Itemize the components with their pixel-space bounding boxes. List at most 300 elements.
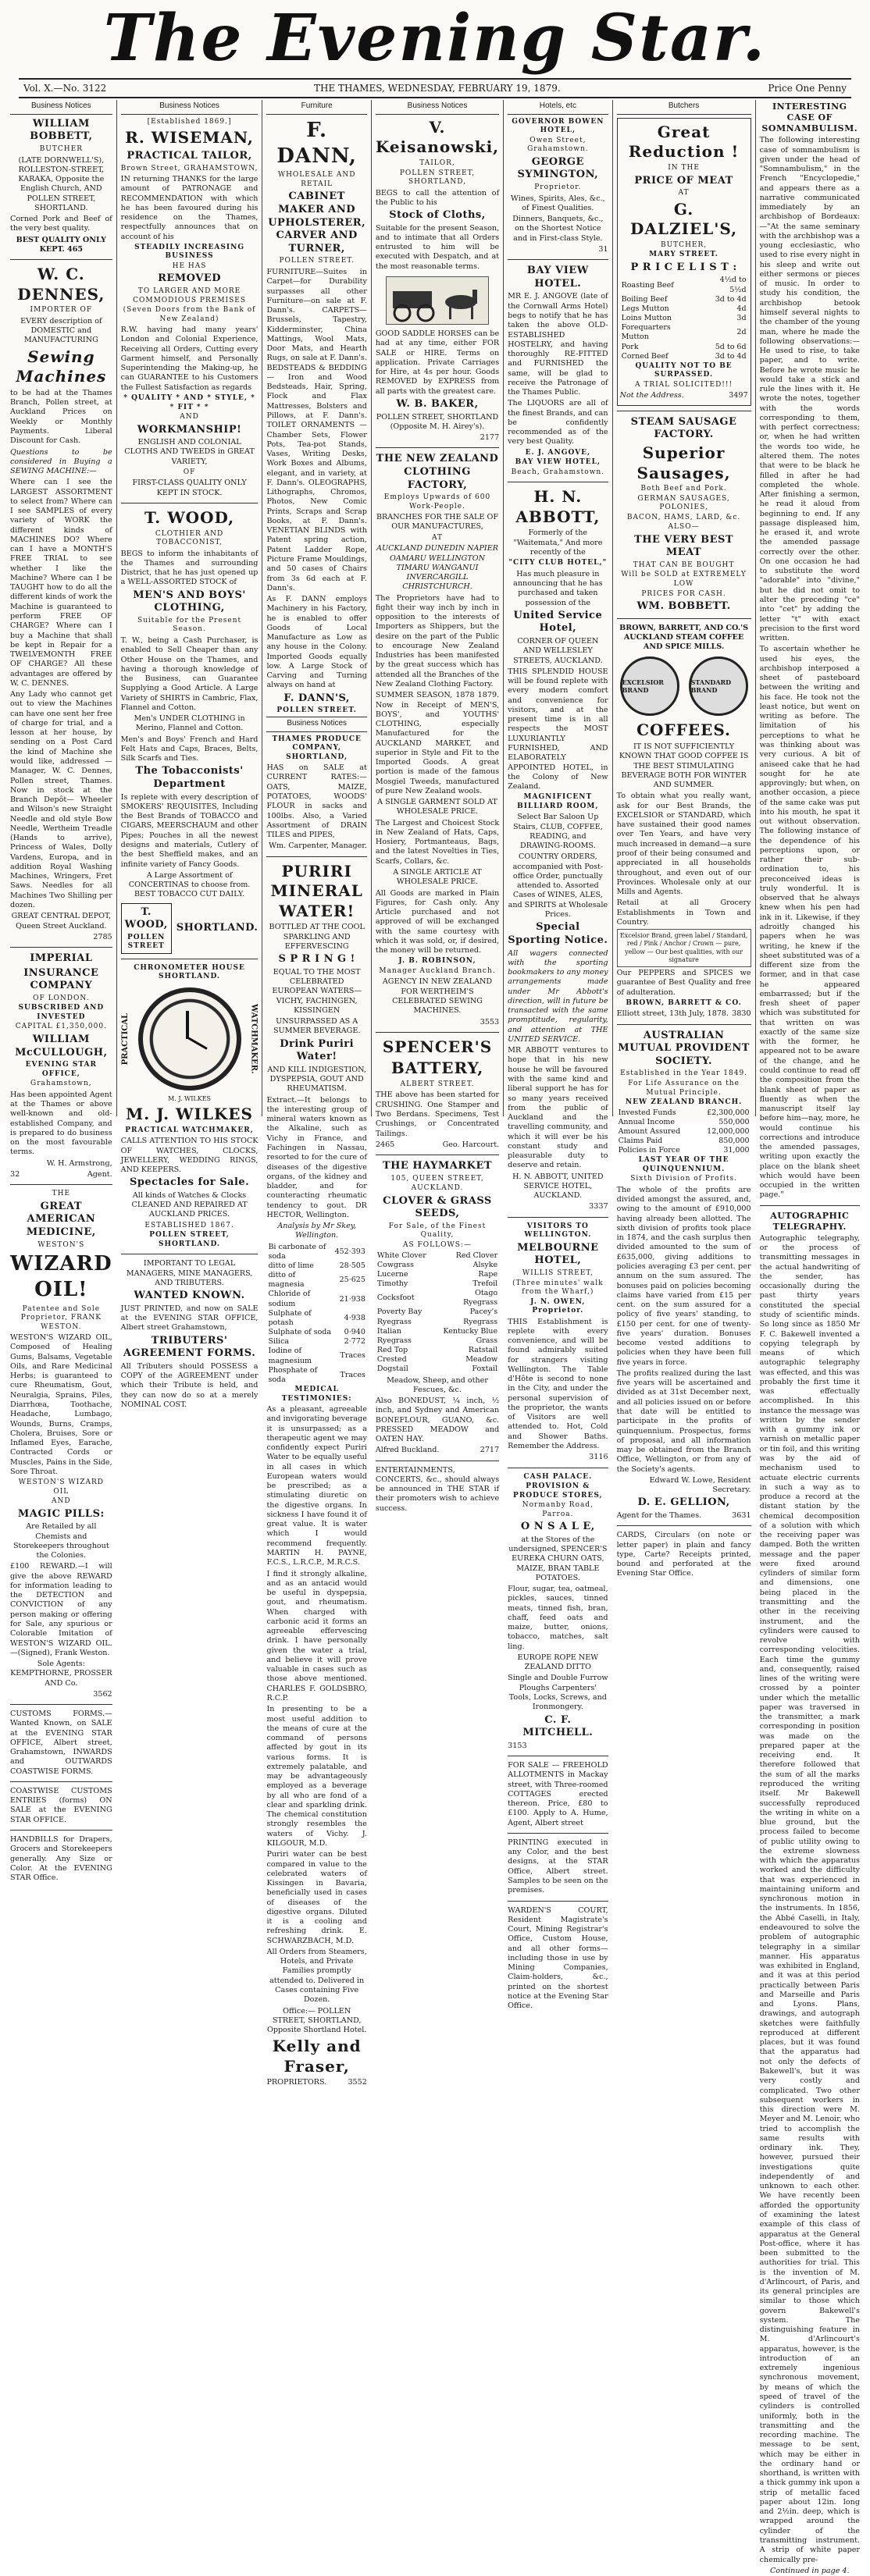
- ad-subheading: STEADILY INCREASING BUSINESS: [134, 243, 245, 261]
- ad-heading: AUSTRALIAN MUTUAL PROVIDENT SOCIETY.: [618, 1029, 750, 1067]
- ad-text: As F. DANN employs Machinery in his Factory, he is enabled to offer Goods of Local Manufacture as Low as any house in the Colony. Imported Goods equally low. A Large Stock of Carving and Turning always on hand at: [266, 595, 367, 690]
- seed-row: [376, 1270, 499, 1279]
- ad-subheading: QUALITY NOT TO BE SURPASSED.: [635, 361, 733, 379]
- ad-heading: GEORGE SYMINGTON,: [517, 155, 599, 181]
- ad-text: Extract.—It belongs to the interesting group of mineral waters known as the Alkaline, such as Vichy in France, and Fachingen in Nassau, resorted to for the cure of diseases of the digestive organs, of the kidney and bladder, and for counteracting rheumatic tendency to gout. DR HECTOR, Wellington.: [266, 1095, 367, 1219]
- ad-text: BROWN, BARRETT, AND CO.'S AUCKLAND STEAM COFFEE AND SPICE MILLS.: [619, 623, 749, 652]
- brand-seals: [617, 653, 751, 719]
- row-label: Boiling Beef: [621, 294, 668, 304]
- ad-number: 3830: [732, 1009, 751, 1019]
- dalziel-ad: [617, 118, 751, 406]
- ad-heading: TRIBUTERS' AGREEMENT FORMS.: [123, 1334, 256, 1360]
- carriage-illustration: [386, 276, 489, 325]
- ad-text: AGENCY IN NEW ZEALAND FOR WERTHEIM'S CELEBRATED SEWING MACHINES.: [382, 977, 493, 1016]
- article-headline: INTERESTING CASE OF SOMNAMBULISM.: [761, 101, 858, 134]
- row-value: Traces: [340, 1351, 365, 1361]
- ad-text: All wagers connected with the sporting bookmakers to any money arrangements made under Mr Abbott's direction, will in future be transacted with the same promptitude, regularity, and attention at THE UNITED SERVICE.: [508, 948, 608, 1044]
- row-label: Crested Dogstail: [376, 1355, 408, 1374]
- ad-text: GOOD SADDLE HORSES can be had at any time, either FOR SALE or HIRE. Terms on application. Private Carriages for Hire, at 4s per hour. Goods REMOVED by EXPRESS from all parts with the greatest care.: [375, 329, 500, 396]
- seed-row: [376, 1289, 499, 1308]
- ad-heading: MEN'S AND BOYS' CLOTHING,: [133, 589, 246, 614]
- row-value: 2d: [736, 328, 747, 337]
- ad-subheading: SUBSCRIBED AND INVESTED: [18, 1004, 105, 1021]
- divider: [10, 1704, 112, 1705]
- ad-heading: Stock of Cloths,: [389, 209, 486, 222]
- ad-text: Where can I see the LARGEST ASSORTMENT to select from? Where can I see SAMPLES of every variety of WORK the different kinds of MACHINES DO? Where can I have a MONTH'S FREE TRIAL to see whether I like the Machine? Where can I be TAUGHT how to do all the different kinds of work the Machine is guaranteed to perform FREE OF CHARGE? Where can I buy a Machine that shall be kept in Repair for a TWELVEMONTH FREE OF CHARGE? All these advantages are offered by W. C. DENNES.: [10, 478, 112, 688]
- ad-subheading: POLLEN STREET, SHORTLAND.: [149, 1231, 230, 1248]
- ad-subheading: Normanby Road, Parroa.: [522, 1501, 594, 1518]
- column-3: [262, 100, 370, 2087]
- seed-row: [376, 1261, 499, 1270]
- row-value: 4d: [736, 304, 747, 313]
- ad-text: Our PEPPERS and SPICES we guarantee of Best Quality and free of adulteration.: [616, 969, 751, 997]
- ad-text: R.W. having had many years' London and Colonial Experience, Receiving all Orders, Cutting every Garment himself, and Personally Superintending the Making-up, he can GUARANTEE to his Customers the Fullest Satisfaction as regards: [120, 326, 259, 392]
- ad-heading: S P R I N G !: [278, 953, 355, 966]
- ad-number: 3116: [589, 1453, 608, 1462]
- ad-heading: WORKMANSHIP!: [137, 423, 242, 436]
- ad-number: 3552: [348, 2078, 367, 2087]
- ad-subheading: POLLEN STREET, SHORTLAND,: [399, 169, 476, 187]
- ad-text: BEGS to inform the inhabitants of the Thames and surrounding District, that he has just opened up a WELL-ASSORTED STOCK of: [120, 549, 259, 587]
- ad-text: THIS SPLENDID HOUSE will be found replete with every modern comfort and convenience for visitors, and at the present time is in all respects the MOST LUXURIANTLY FURNISHED, AND ELABORATELY APPOINTED HOTEL, in the Colony of New Zealand.: [508, 667, 608, 792]
- price-row: [620, 352, 748, 361]
- ad-subheading: Patentee and Sole Proprietor, FRANK WESTON.: [20, 1304, 102, 1331]
- ad-subheading: BUTCHER,: [660, 240, 708, 249]
- ad-text: Not the Address.: [619, 391, 684, 400]
- ad-heading: PRACTICAL TAILOR,: [127, 149, 252, 162]
- ad-subheading: AS FOLLOWS:—: [403, 1241, 472, 1249]
- row-label: Loins Mutton: [621, 314, 672, 323]
- divider: [10, 947, 112, 948]
- ad-subheading: Both Beef and Pork.: [640, 485, 727, 493]
- ad-subheading: AND: [180, 413, 199, 422]
- ad-subheading: BAY VIEW HOTEL,: [515, 458, 601, 467]
- price-row: [620, 343, 748, 352]
- watch-illustration: [121, 983, 259, 1095]
- ad-text: BEST QUALITY ONLY KEPT. 465: [16, 235, 107, 254]
- ad-heading: MELBOURNE HOTEL,: [517, 1241, 599, 1267]
- ad-signature: PROPRIETORS.: [266, 2078, 327, 2087]
- divider: [508, 259, 608, 260]
- ad-text: Men's and Boys' French and Hard Felt Hats and Caps, Braces, Belts, Silk Scarfs and Ties.: [120, 735, 259, 763]
- ad-heading: F. DANN'S,: [283, 692, 350, 704]
- ad-heading: O N S A L E,: [520, 1521, 595, 1533]
- ad-subheading: OF LONDON.: [33, 994, 90, 1002]
- ad-number: 2465: [375, 1140, 395, 1149]
- ad-text: Men's UNDER CLOTHING in Merino, Flannel and Cotton.: [134, 714, 245, 733]
- ad-subheading: THE: [52, 1190, 71, 1198]
- ad-heading: GREAT AMERICAN MEDICINE,: [26, 1200, 96, 1238]
- ad-heading: W. B. BAKER,: [396, 397, 479, 410]
- ad-heading: THE VERY BEST MEAT: [634, 533, 734, 559]
- ad-subheading: CHRONOMETER HOUSE SHORTLAND.: [134, 963, 245, 981]
- ad-text: at the Stores of the undersigned, SPENCER'S EUREKA CHURN OATS, MAIZE, BRAN TABLE POTATOES.: [508, 1535, 608, 1582]
- wood-logo: [121, 903, 259, 954]
- ad-heading: CLOVER & GRASS SEEDS,: [383, 1194, 492, 1220]
- ad-text: WATCHMAKER.: [249, 1004, 259, 1074]
- price-row: [620, 314, 748, 323]
- ad-text: GREAT CENTRAL DEPOT, Queen Street Auckland.: [11, 912, 112, 930]
- ad-text: A Large Assortment of CONCERTINAS to choose from. BEST TOBACCO CUT DAILY.: [128, 870, 251, 899]
- ad-text: SUMMER SEASON, 1878 1879. Now in Receipt of MEN'S, BOYS', and YOUTHS' CLOTHING, especially Manufactured for the AUCKLAND MARKET, and superior in Style and Fit to the Imported Goods. A great portion is made of the famous Mosgiel Tweeds, manufactured of pure New Zealand wools.: [375, 691, 500, 795]
- ad-number: 3562: [93, 1689, 112, 1699]
- ad-subheading: ALBERT STREET.: [400, 1080, 475, 1088]
- ad-heading: REMOVED: [158, 272, 222, 285]
- section-header: Hotels, etc: [508, 100, 608, 115]
- ad-heading: SPENCER'S: [382, 1037, 493, 1056]
- ad-heading: T. WOOD,: [144, 508, 235, 528]
- ad-subheading: MEDICAL TESTIMONIES:: [281, 1386, 352, 1403]
- ad-subheading: NEW ZEALAND BRANCH.: [625, 1098, 743, 1107]
- ad-text: All kinds of Watches & Clocks CLEANED AND REPAIRED AT AUCKLAND PRICES.: [131, 1190, 248, 1219]
- ad-text: CALLS ATTENTION TO HIS STOCK OF WATCHES, CLOCKS, JEWELLERY, WEDDING RINGS, AND KEEPERS.: [120, 1137, 259, 1175]
- analysis-row: [266, 1366, 366, 1385]
- row-value: Ratstail: [468, 1346, 498, 1355]
- row-label: Annual Income: [618, 1117, 676, 1126]
- ad-subheading: * QUALITY * AND * STYLE, * * FIT * *: [123, 394, 255, 411]
- ad-heading: IMPERIAL: [30, 952, 93, 965]
- ad-subheading: For Life Assurance on the Mutual Principle.: [628, 1080, 740, 1097]
- ad-text: All Tributers should POSSESS a COPY of the AGREEMENT under which their Tribute is held, and they can now do so at a merely NOMINAL COST.: [120, 1361, 259, 1409]
- ad-text: PRACTICAL: [120, 1012, 130, 1066]
- ad-text: HAS on SALE at CURRENT RATES:— OATS, MAIZE, POTATOES, WOODS' FLOUR in sacks and 100lbs. Also, a Varied Assortment of DRAIN TILES and PIPES,: [266, 763, 367, 840]
- ad-heading: G. DALZIEL'S,: [630, 199, 738, 239]
- analysis-table: [266, 1243, 366, 1385]
- ad-text: AUCKLAND DUNEDIN NAPIER OAMARU WELLINGTON TIMARU WANGANUI INVERCARGILL CHRISTCHURCH.: [376, 544, 498, 592]
- section-header: Furniture: [266, 100, 366, 115]
- ad-heading: WANTED KNOWN.: [134, 1290, 245, 1302]
- analysis-row: [266, 1243, 366, 1261]
- ad-subheading: Will be SOLD at EXTREMELY LOW: [621, 571, 747, 588]
- ad-text: Select Bar Saloon Up Stairs, CLUB, COFFEE, READING, and DRAWING-ROOMS.: [512, 813, 603, 851]
- row-label: Phosphate of soda: [268, 1365, 318, 1384]
- ad-signature: W. H. Armstrong,: [46, 1158, 112, 1168]
- pocket-watch-icon: [138, 987, 241, 1091]
- ad-signature: Geo. Harcourt.: [442, 1140, 500, 1149]
- ad-subheading: ESTABLISHED 1867.: [144, 1221, 234, 1229]
- ad-subheading: AT: [678, 189, 690, 197]
- ad-subheading: HE HAS: [172, 262, 207, 270]
- row-value: 550,000: [718, 1117, 750, 1126]
- seed-row: [376, 1346, 499, 1355]
- ad-text: Has been appointed Agent at the Thames or above well-known and old-established Company, and is prepared to do business on the most favourable terms.: [10, 1090, 112, 1157]
- ad-text: PRINTING executed in any Color, and the best designs, at the STAR Office, Albert street. Samples to be seen on the premises.: [508, 1838, 608, 1895]
- ad-subheading: A TRIAL SOLICITED!!!: [634, 380, 733, 389]
- ad-text: ENGLISH AND COLONIAL CLOTHS AND TWEEDS in GREAT VARIETY,: [124, 438, 255, 466]
- ad-text: T. W., being a Cash Purchaser, is enabled to Sell Cheaper than any Other House on the Thames, and having a thorough knowledge of the Business, can Guarantee Supplying a Good Article. A Large Variety of SHIRTS in Cambric, Flax, Flannel and Cotton.: [120, 635, 259, 712]
- ad-subheading: THAT CAN BE BOUGHT: [633, 560, 735, 569]
- divider: [376, 1032, 499, 1033]
- ad-text: Analysis by Mr Skey, Wellington.: [277, 1222, 356, 1240]
- ad-text: Is replete with every description of SMOKERS' REQUISITES, Including the Best Brands of TOBACCO and CIGARS, MEERSCHAUM and other Pipes; Pouches in all the newest designs and materials, Cutlery of the best Sheffield makes, and an infinite variety of Fancy Goods.: [120, 792, 259, 869]
- ad-heading: H. N. ABBOTT,: [515, 487, 601, 526]
- ad-subheading: Employs Upwards of 600 Work-People.: [383, 493, 491, 511]
- ad-subheading: 105, QUEEN STREET,: [390, 1174, 484, 1183]
- analysis-row: [266, 1309, 366, 1328]
- row-value: 4·938: [344, 1313, 365, 1322]
- ad-text: The Largest and Choicest Stock in New Zealand of Hats, Caps, Hosiery, Portmanteaus, Bags, and the latest Novelties in Ties, Scarfs, Collars, &c.: [375, 818, 500, 866]
- ad-heading: F. DANN,: [276, 118, 357, 169]
- ad-heading: Special Sporting Notice.: [508, 921, 608, 946]
- ad-subheading: POLLEN STREET.: [279, 257, 355, 265]
- seed-row: [376, 1308, 499, 1326]
- column-2: [116, 100, 262, 1409]
- figure-row: [617, 1118, 751, 1127]
- figure-row: [617, 1108, 751, 1118]
- ad-subheading: AND: [52, 1497, 71, 1506]
- ad-subheading: BUTCHER: [39, 145, 83, 154]
- ad-subheading: Beach, Grahamstown.: [511, 468, 605, 476]
- ad-number: 2785: [93, 932, 112, 941]
- ad-subheading: BROWN, BARRETT & CO.: [626, 998, 742, 1007]
- row-value: Rape: [478, 1269, 498, 1279]
- row-label: Red Top: [376, 1346, 408, 1355]
- ad-text: FURNITURE—Suites in Carpet—for Durability surpasses all other Furniture—on sale at F. Dann's. CARPETS—Brussels, Tapestry, Kidderminster, China Mattings, Wool Mats, Door Mats, and Hearth Rugs, on sale at F. Dann's. BEDSTEADS & BEDDING — Iron and Wood Bedsteads, Hair, Spring, Flock and Flax Mattresses, Bolsters and Pillows, at F. Dann's. TOILET ORNAMENTS — Chamber Sets, Flower Pots, Tea-pot Stands, Vases, Writing Desks, Work Boxes and Albums, elegant, and in variety, at F. Dann's. OLEOGRAPHS, Lithographs, Chromos, Photos, New Comic Prints, Scraps and Scrap Books, at F. Dann's. VENETIAN BLINDS with Patent spring action, Patent Ladder Rope, Picture Frame Mouldings, and 50 cases of Chairs from 3s 6d each at F. Dann's.: [266, 268, 367, 592]
- row-value: 25·625: [339, 1276, 365, 1285]
- ad-subheading: Sixth Division of Profits.: [630, 1175, 737, 1183]
- ad-text: All Goods are marked in Plain Figures, for Cash only. Any Article purchased and not approved of will be exchanged with the same courtesy with which it was sold, or, if desired, the money will be returned.: [375, 888, 500, 955]
- ad-text: THE above has been started for CRUSHING. One Stamper and Two Berdans. Specimens, Test Crushings, or Concentrated Tailings.: [375, 1091, 500, 1138]
- ad-heading: Drink Puriri Water!: [280, 1037, 355, 1063]
- ad-subheading: Proprietor.: [534, 183, 582, 192]
- ad-subheading: PRICES FOR CASH.: [641, 589, 726, 598]
- ad-heading: D. E. GELLION,: [637, 1496, 730, 1509]
- seeds-table: [376, 1251, 499, 1375]
- divider: [266, 856, 366, 857]
- divider: [617, 1024, 751, 1025]
- ad-subheading: AUCKLAND.: [411, 1184, 464, 1193]
- ad-heading: THE HAYMARKET: [382, 1160, 493, 1172]
- divider: [508, 1217, 608, 1218]
- column-6: [612, 100, 755, 1578]
- ad-heading: Superior Sausages,: [636, 443, 731, 482]
- ad-heading: COFFEES.: [636, 720, 732, 740]
- ad-text: Elliott street, 13th July, 1878.: [616, 1009, 729, 1019]
- ad-text: Are Retailed by all Chemists and Storekeepers throughout the Colonies.: [12, 1522, 109, 1560]
- ad-text: All Orders from Steamers, Hotels, and Private Families promptly attended to. Delivered in Cases containing Five Dozen.: [266, 1947, 367, 2005]
- figure-row: [617, 1127, 751, 1137]
- analysis-row: [266, 1328, 366, 1337]
- ad-text: Flour, sugar, tea, oatmeal, pickles, sauces, tinned meats, tinned fish, bran, chaff, feed oats and maize, butter, onions, tobacco, matches, salt ling.: [508, 1585, 608, 1651]
- ad-signature: Alfred Buckland.: [375, 1446, 440, 1455]
- ad-heading: Spectacles for Sale.: [129, 1176, 250, 1189]
- ad-subheading: Established in the Year 1849.: [620, 1069, 748, 1078]
- seed-row: [376, 1327, 499, 1346]
- ad-subheading: CAPITAL £1,350,000.: [15, 1023, 107, 1031]
- ad-text: EQUAL TO THE MOST CELEBRATED EUROPEAN WATERS— VICHY, FACHINGEN, KISSINGEN: [272, 967, 362, 1015]
- ad-subheading: Owen Street, Grahamstown.: [527, 136, 589, 154]
- divider: [10, 1184, 112, 1185]
- price-row: [620, 295, 748, 304]
- row-value: Traces: [340, 1370, 365, 1379]
- dateline: [19, 78, 851, 98]
- row-label: Forequarters Mutton: [621, 323, 671, 342]
- ad-subheading: E. J. ANGOVE,: [525, 448, 591, 457]
- ad-subheading: AT: [432, 533, 444, 542]
- divider: [508, 1833, 608, 1834]
- ad-number: 3153: [508, 1741, 527, 1750]
- ad-text: MR E. J. ANGOVE (late of the Cornwall Arms Hotel) begs to notify that he has taken the above OLD-ESTABLISHED HOSTELRY, and having thoroughly RE-FITTED and FURNISHED the same, will be glad to receive the Patronage of the Thames Public.: [508, 292, 608, 397]
- ad-text: AND KILL INDIGESTION, DYSPEPSIA, GOUT AND RHEUMATISM.: [267, 1065, 366, 1094]
- section-header: Business Notices: [121, 100, 259, 115]
- price: Price One Penny: [768, 83, 847, 94]
- ad-heading: C. F. MITCHELL.: [522, 1713, 594, 1739]
- row-label: Chloride of sodium: [268, 1290, 311, 1308]
- ad-text: Questions to be considered in Buying a SEWING MACHINE:—: [10, 447, 112, 476]
- ad-heading: Sewing Machines: [16, 347, 107, 386]
- ad-subheading: GERMAN SAUSAGES, POLONIES,: [637, 494, 730, 512]
- ad-subheading: For Sale, of the Finest Quality,: [388, 1222, 487, 1240]
- ad-text: H. N. ABBOTT, UNITED SERVICE HOTEL, AUCKLAND.: [512, 1172, 604, 1201]
- ad-text: Sole Agents: KEMPTHORNE, PROSSER AND Co.: [10, 1660, 112, 1688]
- masthead: [0, 0, 870, 76]
- amp-figures-table: [617, 1108, 751, 1156]
- ad-text: Wines, Spirits, Ales, &c., of Finest Qualities.: [511, 194, 605, 212]
- column-1: [6, 100, 116, 1883]
- row-label: Legs Mutton: [621, 304, 669, 313]
- divider: [10, 1830, 112, 1831]
- ad-text: Corned Pork and Beef of the very best quality.: [10, 215, 112, 233]
- price-row: [620, 323, 748, 342]
- ad-heading: PRICE OF MEAT: [634, 174, 733, 187]
- continued-note: Continued in page 4.: [769, 2566, 850, 2575]
- ad-number: 2717: [480, 1446, 500, 1455]
- ad-heading: MAGIC PILLS:: [17, 1507, 105, 1520]
- section-header: Business Notices: [10, 100, 112, 115]
- ad-subheading: LAST YEAR OF THE QUINQUENNIUM.: [638, 1156, 729, 1173]
- ad-text: The whole of the profits are divided amongst the assured, and, owing to the amount of £910,000 having already been allotted. The sixth division of profits took place in 1874, and the cash surplus then divided amounted to the sum of £635,000, giving additions to policies averaging £3 per cent. per annum on the sum assured. The bonuses paid on policies becoming claims have varied from £15 per cent. on the sum assured for a policy of five years' standing, to £150 per cent. for one of twenty-five years' duration. Bonuses become vested additions to policies when they have been full five years in force.: [616, 1185, 751, 1367]
- ad-text: COUNTRY ORDERS, accompanied with Post-office Order, punctually attended to. Assorted Cases of WINES, ALES, and SPIRITS at Wholesale Prices.: [508, 852, 608, 920]
- column-7: [755, 100, 864, 2575]
- ad-number: 31: [598, 244, 608, 254]
- row-value: 28·505: [339, 1261, 365, 1270]
- excelsior-seal-icon: EXCELSIOR BRAND: [620, 656, 679, 716]
- section-header: Business Notices: [376, 100, 499, 115]
- article-paragraph: To ascertain whether he used his eyes, the archbishop interposed a sheet of pasteboard between the writing and his face. He took not the least notice, but went on writing as before. The limitation of his perceptions to what he was thinking about was very curious. A bit of aniseed cake that he had sought for he ate approvingly; but when, on another occasion, a piece of the same cake was put into his mouth, he spat it out without observation. The following instance of the dependence of his perceptions upon, or rather their sub-ordination to, his preconceived ideas is truly wonderful. It is observed that he always knew when his pen had ink in it. Likewise, if they adroitly changed his papers when he was writing, he knew if the sheet substituted was of a different size from the former, and in that case he appeared embarrassed; but if the fresh sheet of paper which was substituted for that written on was exactly of the same size with the former, he appeared not to be aware of the change, and he could continue to read off the composition from the blank sheet of paper as fluently as when the manuscript itself lay before him—nay, more, he would continue his corrections and introduce the amended passages, writing upon exactly the place on the blank sheet which would have been occupied in the written page.": [759, 645, 860, 1200]
- ad-text: Suitable for the present Season, and to intimate that all Orders entrusted to him will be executed with Despatch, and at the most reasonable terms.: [375, 223, 500, 271]
- ad-text: In presenting to be a most useful addition to the means of cure at the command of persons affected by gout in its various forms. It is extremely palatable, and may be advantageously employed as a beverage by all who are fond of a clear and sparkling drink. The chemical constitution strongly resembles the waters of Vichy. J. KILGOUR, M.D.: [266, 1705, 367, 1848]
- seed-row: [376, 1279, 499, 1289]
- ad-heading: T. WOOD,: [124, 906, 168, 931]
- ad-heading: V. Keisanowski,: [375, 117, 500, 157]
- ad-subheading: WESTON'S: [37, 1240, 85, 1249]
- analysis-row: [266, 1347, 366, 1365]
- section-header: Business Notices: [266, 717, 366, 732]
- row-value: Red Clover: [455, 1251, 498, 1260]
- row-label: Invested Funds: [618, 1108, 676, 1117]
- ad-subheading: MAGNIFICENT BILLIARD ROOM,: [517, 793, 599, 810]
- row-value: Alsyke: [472, 1260, 498, 1269]
- ad-signature: Agent.: [87, 1169, 112, 1179]
- ad-subheading: IN THE: [668, 163, 700, 172]
- ad-number: 2177: [480, 433, 500, 443]
- ad-subheading: EVENING STAR OFFICE,: [25, 1061, 98, 1078]
- divider: [760, 1205, 860, 1206]
- analysis-row: [266, 1290, 366, 1308]
- ad-text: A SINGLE GARMENT SOLD AT WHOLESALE PRICE.: [377, 798, 497, 817]
- ad-text: Has much pleasure in announcing that he has purchased and taken possession of the: [513, 569, 603, 607]
- row-label: Claims Paid: [618, 1137, 663, 1146]
- row-label: ditto of magnesia: [268, 1271, 305, 1290]
- ad-heading: P R I C E L I S T :: [630, 261, 737, 273]
- row-label: Italian Ryegrass: [376, 1326, 412, 1345]
- ad-subheading: WHOLESALE AND RETAIL: [277, 171, 356, 188]
- ad-text: A SINGLE ARTICLE AT WHOLESALE PRICE.: [393, 868, 482, 887]
- ad-heading: WM. BOBBETT.: [636, 600, 731, 613]
- ad-subheading: MARY STREET.: [649, 251, 718, 259]
- ad-subheading: PRACTICAL WATCHMAKER,: [125, 1126, 254, 1134]
- row-label: Roasting Beef: [621, 280, 674, 290]
- ad-number: 3553: [480, 1017, 500, 1026]
- ad-heading: WILLIAM BOBBETT,: [30, 117, 93, 143]
- ad-text: As a pleasant, agreeable and invigorating beverage it is unsurpassed; as a therapeutic agent we may confidently expect Puriri Water to be equally useful in all cases in which European waters would be prescribed; as a stimulating diuretic on the digestive organs. In sickness I have found it of great value. It is water which I would recommend frequently. MARTIN H. PAYNE, F.C.S., L.R.C.P., M.R.C.S.: [266, 1405, 367, 1567]
- ad-subheading: Brown Street, GRAHAMSTOWN,: [120, 164, 259, 173]
- ad-subheading: TAILOR,: [419, 158, 455, 167]
- row-label: Timothy: [376, 1279, 408, 1288]
- article-paragraph: The following interesting case of somnambulism is given under the head of "Somnambulism," in the French "Encyclopedie," and appears there as a narrative communicated immediately by an archbishop of Bordeaux:—"At the same seminary with the archbishop was a young ecclesiastic, who used to rise every night in his sleep and write out either sermons or pieces of music. In order to study his condition, the archbishop betook himself several nights to the chamber of the young man, where he made the following observations:—He used to rise, to take paper, and to write. Before he wrote music he would take a stick and rule the lines with it. He wrote the notes, together with the words corresponding to them, with perfect correctness; or, when he had written the words too wide, he altered them. The notes that were to be black he filled in after he had completed the whole. After finishing a sermon, he read it aloud from beginning to end. If any passage displeased him, he erased it, and wrote the amended passage correctly over the other. On one occasion he had to substitute the word "adorable" into "divine," but he did not omit to alter the preceding "ce" into "cet" by adding the letter "t" with exact precision to the first word written.: [759, 136, 860, 643]
- ad-text: JUST PRINTED, and now on SALE at the EVENING STAR OFFICE, Albert street Grahamstown,: [120, 1304, 259, 1332]
- ad-text: The profits realized during the last five years will be ascertained and divided as at 31st December next, and all policies issued on or before that date will be entitled to participate in the profits of quinquennium. Prospectus, forms of proposal, and all information may be obtained from the Branch Office, Wellington, or from any of the Society's agents.: [616, 1368, 751, 1474]
- ad-subheading: J. N. OWEN, Proprietor.: [530, 1297, 586, 1315]
- ad-subheading: PROVISION & PRODUCE STORES,: [513, 1482, 603, 1500]
- ad-text: CARDS, Circulars (on note or letter paper) in plain and fancy type, Carte? Receipts printed, bound and perforated at the Evening Star Office.: [616, 1531, 751, 1578]
- volume-number: Vol. X.—No. 3122: [23, 83, 107, 94]
- ad-text: CUSTOMS FORMS.—Wanted Known, on SALE at the EVENING STAR OFFICE, Albert street, Grahamstown, INWARDS and OUTWARDS COASTWISE FORMS.: [10, 1710, 112, 1776]
- analysis-row: [266, 1261, 366, 1271]
- ad-text: Retail at all Grocery Establishments in Town and Country.: [616, 898, 751, 927]
- ad-heading: INSURANCE COMPANY: [23, 966, 99, 992]
- ad-subheading: VISITORS TO WELLINGTON.: [524, 1222, 592, 1240]
- row-value: Otago Ryegrass: [463, 1289, 498, 1308]
- ad-subheading: BACON, HAMS, LARD, &c.: [626, 513, 741, 521]
- row-label: Cowgrass: [376, 1260, 415, 1269]
- ad-text: Also BONEDUST, ¼ inch, ½ inch, and Sydney and American BONEFLOUR, GUANO, &c. PRESSED MEADOW and OATEN HAY.: [375, 1397, 500, 1444]
- ad-text: MR ABBOTT ventures to hope that in his new house he will be favoured with the same kind and liberal support he has for so many years received from the public of Auckland and the travelling community, and which it will ever be his constant study and pleasurable duty to deserve and retain.: [508, 1046, 608, 1170]
- ad-subheading: (Seven Doors from the Bank of New Zealand): [123, 306, 256, 323]
- ad-heading: R. WISEMAN,: [125, 128, 254, 148]
- ad-text: EVERY description of DOMESTIC and MANUFACTURING: [20, 316, 102, 345]
- ad-subheading: [Established 1869.]: [147, 117, 232, 126]
- ad-text: Single and Double Furrow Ploughs Carpenters' Tools, Locks, Screws, and Ironmongery.: [508, 1674, 608, 1712]
- ad-heading: STEAM SAUSAGE FACTORY.: [630, 415, 737, 441]
- ad-text: IN returning THANKS for the large amount of PATRONAGE and RECOMMENDATION with which he has been favoured during his residence on the Thames, respectfully announces that on account of his: [120, 175, 259, 241]
- row-value: 4½d to 5½d: [719, 276, 747, 294]
- divider: [508, 1901, 608, 1902]
- row-label: Corned Beef: [621, 351, 669, 361]
- ad-subheading: WILLIS STREET,: [522, 1268, 594, 1277]
- row-label: Cocksfoot: [376, 1293, 415, 1303]
- column-4: [371, 100, 503, 1513]
- ad-text: COASTWISE CUSTOMS ENTRIES (forms) ON SALE at the EVENING STAR OFFICE.: [10, 1786, 112, 1824]
- row-label: White Clover: [376, 1251, 426, 1260]
- ad-text: Any Lady who cannot get out to view the Machines can have one sent her free of charge for trial, and a lesson at her house, by sending on a Post Card the kind of Machine she would like, addressed — Manager, W. C. Dennes, Pollen street, Thames. Now in stock at the Branch Depôt— Wheeler and Wilson's new Straight Needle and old style Bow Needle, Wertheim Treadle (Hands to arrive), Princess of Wales, Dolly Vardens, Europa, and in addition Royal Washing Machines, Wringers, Fret Saws. Needles for all Machines Two Shilling per dozen.: [10, 690, 112, 909]
- ad-subheading: CLOTHIER AND TOBACCONIST,: [155, 529, 224, 547]
- ad-heading: BAY VIEW HOTEL.: [526, 265, 589, 290]
- ad-text: The LIQUORS are all of the finest Brands, and can be confidently recommended as of the very best Quality.: [508, 399, 608, 447]
- row-value: 0·940: [344, 1328, 365, 1337]
- row-value: Pacey's Ryegrass: [463, 1308, 498, 1326]
- row-value: 21·938: [339, 1294, 365, 1304]
- column-5: [503, 100, 611, 2011]
- ad-number: 3497: [729, 391, 748, 400]
- ad-text: The Proprietors have had to fight their way inch by inch in opposition to the interests of Importers as Shippers, but the desire on the part of the Public to encourage New Zealand Industries has been manifested by the great success which has attended all the Branches of the New Zealand Clothing Factory.: [375, 593, 500, 688]
- divider: [617, 618, 751, 619]
- ad-signature: Agent for the Thames.: [616, 1511, 702, 1520]
- ad-subheading: CASH PALACE.: [523, 1472, 593, 1481]
- standard-seal-icon: STANDARD BRAND: [689, 656, 748, 716]
- row-label: ditto of lime: [268, 1261, 314, 1270]
- ad-text: BRANCHES FOR THE SALE OF OUR MANUFACTURES,: [376, 513, 498, 532]
